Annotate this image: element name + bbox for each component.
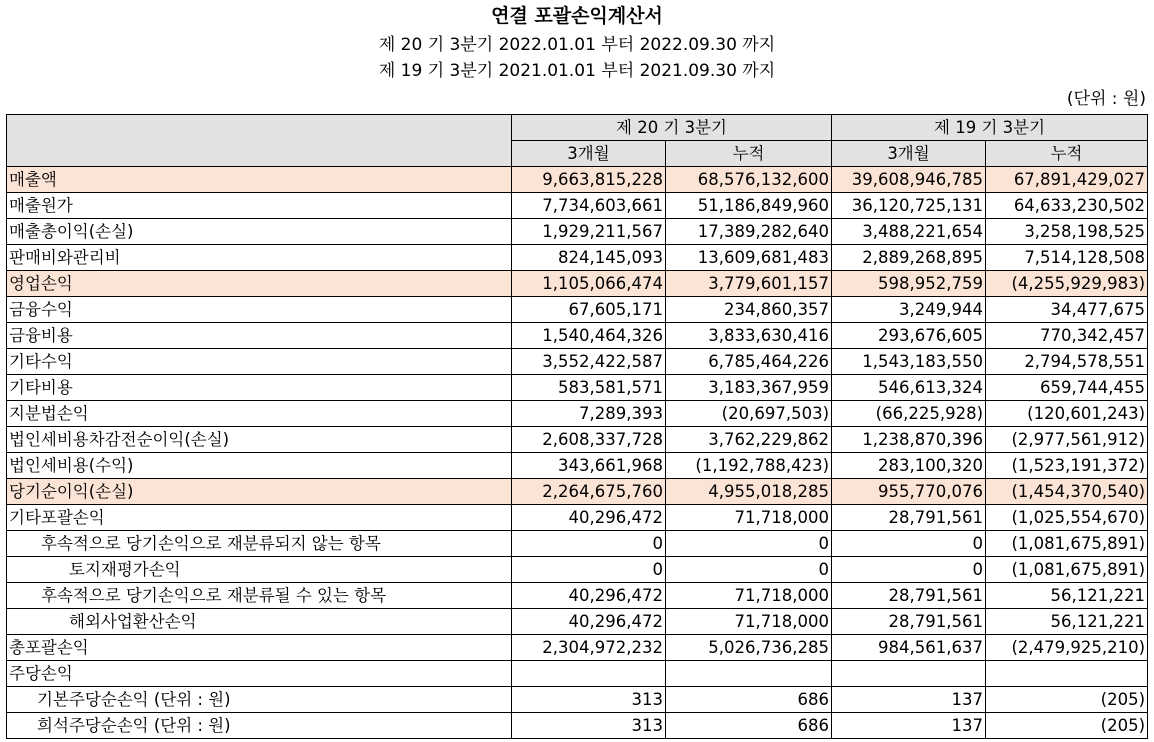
value-prior-3m: 598,952,759 [832,271,986,297]
row-label: 금융비용 [7,323,512,349]
unit-note: (단위 : 원) [1066,89,1146,109]
value-current-cum: 0 [666,531,832,557]
value-prior-3m: 3,249,944 [832,297,986,323]
value-current-3m: 40,296,472 [512,505,666,531]
table-row [7,193,1148,219]
value-current-3m: 313 [512,687,666,713]
value-current-cum: (1,192,788,423) [666,453,832,479]
value-current-3m: 313 [512,713,666,739]
header-row-groups [7,115,1148,141]
value-prior-cum: 3,258,198,525 [986,219,1148,245]
value-current-3m [512,661,666,687]
row-label: 주당손익 [7,661,512,687]
row-label: 판매비와관리비 [7,245,512,271]
row-label: 당기순이익(손실) [7,479,512,505]
value-prior-cum: 659,744,455 [986,375,1148,401]
value-current-3m: 7,289,393 [512,401,666,427]
header-current-3m: 3개월 [512,141,666,167]
table-row [7,687,1148,713]
table-row [7,297,1148,323]
value-current-3m: 3,552,422,587 [512,349,666,375]
table-row [7,583,1148,609]
value-current-3m: 0 [512,531,666,557]
table-row [7,531,1148,557]
value-current-3m: 40,296,472 [512,609,666,635]
value-prior-3m: 955,770,076 [832,479,986,505]
table-row [7,453,1148,479]
value-current-cum: 3,779,601,157 [666,271,832,297]
value-current-cum: 3,762,229,862 [666,427,832,453]
table-row [7,219,1148,245]
value-prior-cum: 67,891,429,027 [986,167,1148,193]
table-row [7,427,1148,453]
table-row [7,713,1148,739]
value-prior-3m: 1,238,870,396 [832,427,986,453]
row-label: 기타비용 [7,375,512,401]
value-current-cum: 5,026,736,285 [666,635,832,661]
value-prior-cum: (1,081,675,891) [986,557,1148,583]
row-label: 매출원가 [7,193,512,219]
value-current-cum: 3,833,630,416 [666,323,832,349]
value-prior-3m: 137 [832,713,986,739]
value-prior-3m: 28,791,561 [832,609,986,635]
value-prior-cum: 2,794,578,551 [986,349,1148,375]
value-current-cum: (20,697,503) [666,401,832,427]
row-label: 지분법손익 [7,401,512,427]
row-label: 해외사업환산손익 [7,609,512,635]
value-current-3m: 7,734,603,661 [512,193,666,219]
value-prior-3m: 39,608,946,785 [832,167,986,193]
table-row [7,271,1148,297]
value-current-cum: 6,785,464,226 [666,349,832,375]
value-current-cum: 686 [666,687,832,713]
header-group-current: 제 20 기 3분기 [512,115,832,141]
income-statement-table [6,114,1148,739]
value-current-3m: 0 [512,557,666,583]
value-current-3m: 1,929,211,567 [512,219,666,245]
value-prior-3m: 293,676,605 [832,323,986,349]
value-current-cum: 686 [666,713,832,739]
value-prior-cum: 56,121,221 [986,583,1148,609]
value-current-3m: 583,581,571 [512,375,666,401]
value-prior-cum: (1,081,675,891) [986,531,1148,557]
value-prior-cum: 34,477,675 [986,297,1148,323]
value-prior-3m: 1,543,183,550 [832,349,986,375]
row-label: 법인세비용차감전순이익(손실) [7,427,512,453]
value-prior-cum: (1,523,191,372) [986,453,1148,479]
row-label: 기타포괄손익 [7,505,512,531]
row-label: 금융수익 [7,297,512,323]
page-title: 연결 포괄손익계산서 [491,5,663,27]
row-label: 매출총이익(손실) [7,219,512,245]
table-row [7,349,1148,375]
row-label: 희석주당순손익 (단위 : 원) [7,713,512,739]
value-current-cum: 71,718,000 [666,505,832,531]
table-row [7,557,1148,583]
value-current-cum: 68,576,132,600 [666,167,832,193]
table-row [7,479,1148,505]
value-prior-cum: (120,601,243) [986,401,1148,427]
value-prior-cum: (205) [986,687,1148,713]
value-current-3m: 343,661,968 [512,453,666,479]
value-prior-cum: (2,479,925,210) [986,635,1148,661]
value-prior-3m: 3,488,221,654 [832,219,986,245]
value-current-cum: 3,183,367,959 [666,375,832,401]
value-prior-3m: 137 [832,687,986,713]
value-prior-3m [832,661,986,687]
value-prior-cum: (4,255,929,983) [986,271,1148,297]
value-prior-cum: 770,342,457 [986,323,1148,349]
header-prior-3m: 3개월 [832,141,986,167]
row-label: 토지재평가손익 [7,557,512,583]
value-prior-3m: 984,561,637 [832,635,986,661]
table-row [7,635,1148,661]
row-label: 후속적으로 당기손익으로 재분류될 수 있는 항목 [7,583,512,609]
value-prior-cum: 7,514,128,508 [986,245,1148,271]
value-prior-3m: 36,120,725,131 [832,193,986,219]
value-prior-cum: (1,454,370,540) [986,479,1148,505]
value-current-3m: 824,145,093 [512,245,666,271]
value-current-3m: 2,264,675,760 [512,479,666,505]
header-label-cell [7,115,512,167]
value-prior-cum: 64,633,230,502 [986,193,1148,219]
value-current-3m: 67,605,171 [512,297,666,323]
table-row [7,245,1148,271]
value-current-cum: 71,718,000 [666,609,832,635]
value-current-3m: 1,105,066,474 [512,271,666,297]
table-row [7,505,1148,531]
row-label: 기본주당순손익 (단위 : 원) [7,687,512,713]
value-prior-3m: 546,613,324 [832,375,986,401]
value-current-cum: 17,389,282,640 [666,219,832,245]
value-prior-cum: (1,025,554,670) [986,505,1148,531]
value-current-cum: 71,718,000 [666,583,832,609]
value-prior-3m: 2,889,268,895 [832,245,986,271]
value-current-cum: 13,609,681,483 [666,245,832,271]
value-current-cum: 51,186,849,960 [666,193,832,219]
value-current-3m: 2,304,972,232 [512,635,666,661]
row-label: 기타수익 [7,349,512,375]
value-prior-3m: 28,791,561 [832,583,986,609]
value-prior-3m: 283,100,320 [832,453,986,479]
table-row [7,167,1148,193]
value-prior-3m: 0 [832,531,986,557]
value-prior-cum [986,661,1148,687]
table-row [7,375,1148,401]
value-prior-cum: (205) [986,713,1148,739]
value-current-3m: 40,296,472 [512,583,666,609]
value-current-3m: 1,540,464,326 [512,323,666,349]
table-row [7,661,1148,687]
row-label: 후속적으로 당기손익으로 재분류되지 않는 항목 [7,531,512,557]
value-current-cum: 234,860,357 [666,297,832,323]
value-current-3m: 9,663,815,228 [512,167,666,193]
table-row [7,323,1148,349]
header-current-cum: 누적 [666,141,832,167]
value-current-cum: 0 [666,557,832,583]
value-current-cum [666,661,832,687]
value-prior-cum: (2,977,561,912) [986,427,1148,453]
table-body [7,167,1148,739]
period-current: 제 20 기 3분기 2022.01.01 부터 2022.09.30 까지 [378,35,776,55]
period-prior: 제 19 기 3분기 2021.01.01 부터 2021.09.30 까지 [378,61,776,81]
row-label: 매출액 [7,167,512,193]
row-label: 영업손익 [7,271,512,297]
value-current-cum: 4,955,018,285 [666,479,832,505]
table-row [7,609,1148,635]
value-prior-cum: 56,121,221 [986,609,1148,635]
header-prior-cum: 누적 [986,141,1148,167]
value-prior-3m: 0 [832,557,986,583]
header-group-prior: 제 19 기 3분기 [832,115,1148,141]
row-label: 총포괄손익 [7,635,512,661]
value-prior-3m: 28,791,561 [832,505,986,531]
table-row [7,401,1148,427]
value-current-3m: 2,608,337,728 [512,427,666,453]
row-label: 법인세비용(수익) [7,453,512,479]
value-prior-3m: (66,225,928) [832,401,986,427]
